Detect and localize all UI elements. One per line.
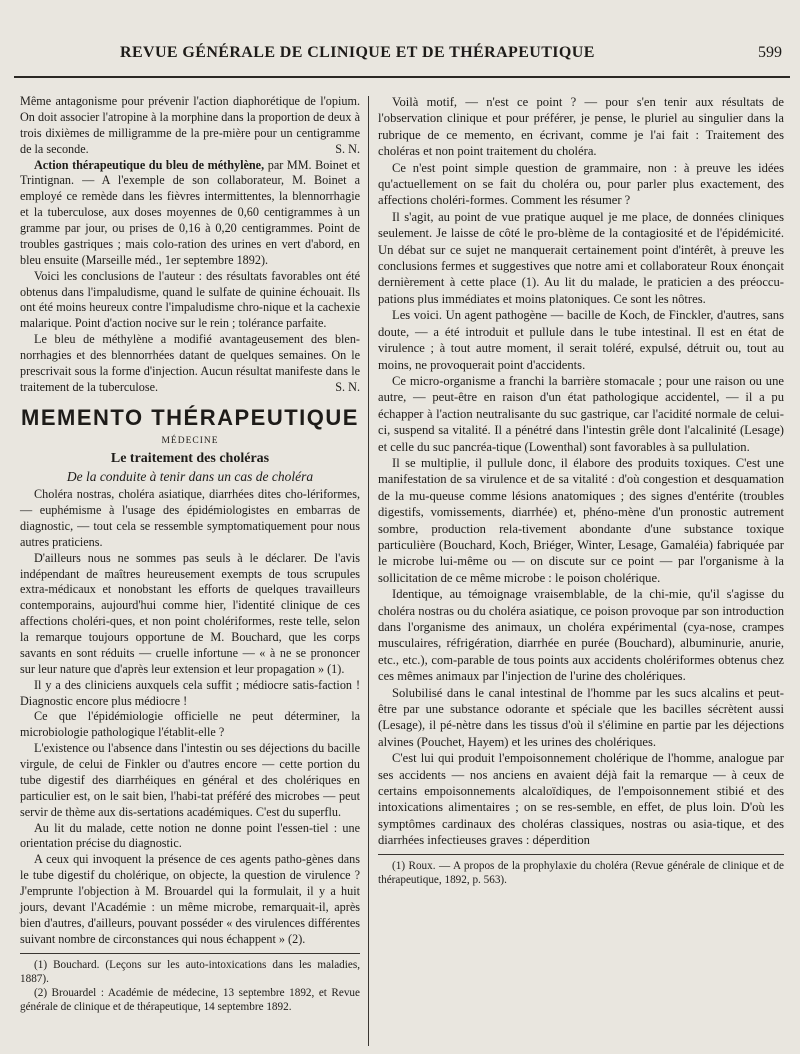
- paragraph: L'existence ou l'absence dans l'intestin ou ses déjections du bacille virgule, de celui de Finkler ou d'autres encore — cette portion du tube digestif des diarrhéiques en général et des cholériques en particulier est, on le sait bien, l'habi-tat préféré des microbes — peut servir de thème aux dis-sertations académiques. C'est du superflu.: [20, 741, 360, 819]
- paragraph: Il s'agit, au point de vue pratique auquel je me place, de données cliniques seulement. Je laisse de côté le pro-blème de la contagiosité et de l'épidémicité. Un débat sur ce sujet ne manquerait certainement point d'intérêt, à preuve les conclusions fermes et suggestives que notre ami et collaborateur Roux énonçait dernièrement à cette place (1). Au lit du malade, le praticien a des préoccu-pations plus immédiates et moins platoniques. Ce sont les nôtres.: [378, 209, 784, 306]
- page-number: 599: [758, 44, 782, 61]
- right-column: [378, 94, 784, 887]
- header-rule: [14, 76, 790, 78]
- paragraph-text: par MM. Boinet et Trintignan. — A l'exemple de son collaborateur, M. Boinet a employé ce remède dans les fièvres intermittentes, la blennorrhagie et la tuberculose, aux doses moyennes de 0,60 centigrammes à un gramme par jour, ou prises de 0,16 à 0,20 centigrammes. Point de troubles gastriques ; mais colo-ration des urines en vert d'abord, en bleu ensuite (Marseille méd., 1er septembre 1892).: [20, 157, 361, 267]
- paragraph: Choléra nostras, choléra asiatique, diarrhées dites cho-lériformes, — euphémisme à l'usage des épidémiologistes en embarras de diagnostic, — tout cela se ressemble symptomatiquement pour nous autres praticiens.: [20, 487, 360, 549]
- paragraph: Il se multiplie, il pullule donc, il élabore des produits toxiques. C'est une manifestation de sa virulence et de sa vitalité : d'où congestion et desquamation de la mu-queuse comme lésions anatomiques ; des signes d'entérite (troubles digestifs, vomissements, diarrhée) et, phéno-mène d'un pronostic autrement sombre, production rela-tivement abondante d'une substance toxique particulière (Bouchard, Koch, Briéger, Winter, Lesage, Gamaléia) fabriquée par le microbe lui-même ou — on discute sur ce point — par l'organisme à la sollicitation de ce même microbe : le poison cholérique.: [378, 455, 784, 585]
- paragraph: [20, 94, 360, 158]
- paragraph-text: Le bleu de méthylène a modifié avantageusement des blen-norrhagies et des blennorrhées datant de quelques semaines. On le prescrivait sous la forme d'injection. Aucun résultat manifeste dans le traitement de la tuberculose.: [20, 332, 360, 394]
- paragraph: Au lit du malade, cette notion ne donne point l'essen-tiel : une orientation précise du diagnostic.: [20, 820, 360, 851]
- paragraph: Voici les conclusions de l'auteur : des résultats favorables ont été obtenus dans l'impaludisme, quand le sulfate de quinine échouait. Ils ont été moins heureux contre l'impaludisme chro-nique et la cachexie malarique. Point d'action nocive sur le rein ; tolérance parfaite.: [20, 268, 360, 331]
- journal-title: REVUE GÉNÉRALE DE CLINIQUE ET DE THÉRAPEUTIQUE: [120, 44, 595, 61]
- paragraph: Identique, au témoignage vraisemblable, de la chi-mie, qu'il s'agisse du choléra nostras ou du choléra asiatique, ce poison provoque par son introduction dans l'organisme des animaux, un choléra expérimental (cya-nose, crampes musculaires, réfrigération, diarrhée en purée (Bouchard), albuminurie, anurie, etc., etc.), com-parable de tous points aux accidents cholériformes obtenus chez ces mêmes animaux par l'injection de l'urine des cholériques.: [378, 587, 784, 684]
- rubric: MÉDECINE: [161, 435, 219, 446]
- paragraph: C'est lui qui produit l'empoisonnement cholérique de l'homme, analogue par ses accidents — nos anciens en avaient déjà fait la remarque — à ceux de certains empoisonnements alcaloïdiques, de l'empoisonnement stibié et des intoxications alimentaires ; on se res-semble, en effet, de plus loin. D'où les symptômes cardinaux des choléras classiques, nostras ou asia-tique, et des diarrhées infectieuses graves : déperdition: [378, 751, 784, 848]
- paragraph: Il y a des cliniciens auxquels cela suffit ; médiocre satis-faction ! Diagnostic encore plus médiocre !: [20, 677, 360, 708]
- article-title: Le traitement des choléras: [110, 451, 270, 467]
- footnote: (1) Bouchard. (Leçons sur les auto-intoxications dans les maladies, 1887).: [20, 958, 360, 985]
- footnote: (1) Roux. — A propos de la prophylaxie du choléra (Revue générale de clinique et de thérapeutique, 1892, p. 563).: [378, 859, 784, 886]
- paragraph: A ceux qui invoquent la présence de ces agents patho-gènes dans le tube digestif du cholérique, on objecte, la question de virulence ? J'emprunte l'objection à M. Brouardel qui la formulait, il y a huit jours, devant l'Académie : un même microbe, remarquait-il, après bien d'autres, d'ailleurs, pouvant posséder « des virulences différentes suivant nombre de circonstances qui nous échappent » (2).: [20, 852, 360, 946]
- footnote: (2) Brouardel : Académie de médecine, 13 septembre 1892, et Revue générale de clinique et de thérapeutique, 14 septembre 1892.: [20, 986, 360, 1013]
- footnote-rule: [378, 854, 784, 855]
- paragraph: Ce n'est point simple question de grammaire, non : à preuve les idées qu'actuellement on se fait du choléra ou, pour parler plus exactement, des affections choléri-formes. Comment les résumer ?: [378, 160, 784, 208]
- section-heading: MEMENTO THÉRAPEUTIQUE: [21, 404, 359, 430]
- footnote-rule: [20, 953, 360, 954]
- paragraph: Solubilisé dans le canal intestinal de l'homme par les sucs alcalins et peut-être par une substance odorante et spéciale que les bacilles sécrètent aussi (Lesage), il pé-nètre dans les tissus d'où il s'élimine en partie par les déjections alvines (Pouchet, Hayem) et les urines des cholériques.: [378, 685, 784, 749]
- paragraph: [20, 158, 360, 269]
- paragraph: [20, 332, 360, 396]
- paragraph: Les voici. Un agent pathogène — bacille de Koch, de Finckler, d'autres, sans doute, — a été introduit et pullule dans le tube intestinal. Il est en état de virulence ; à tout autre moment, il serait toléré, expulsé, détruit ou, tout au moins, ne provoquerait point d'accidents.: [378, 308, 784, 372]
- running-head: [92, 44, 782, 68]
- article-subtitle: De la conduite à tenir dans un cas de choléra: [66, 469, 314, 485]
- paragraph-text: Même antagonisme pour prévenir l'action diaphorétique de l'opium. On doit associer l'atropine à la morphine dans la proportion de deux à trois dixièmes de milligramme de la pre-mière pour un centigramme de la seconde.: [20, 94, 360, 156]
- paragraph: Ce que l'épidémiologie officielle ne peut déterminer, la microbiologie pathologique l'établit-elle ?: [20, 709, 360, 740]
- column-divider: [368, 96, 369, 1046]
- paragraph: Voilà motif, — n'est ce point ? — pour s'en tenir aux résultats de l'observation clinique et pour préférer, je pense, le pluriel au singulier dans la rubrique de ce memento, en écrivant, comme je l'ai fait : Traitement des choléras et non point traitement du choléra.: [378, 95, 784, 159]
- paragraph: D'ailleurs nous ne sommes pas seuls à le déclarer. De l'avis indépendant de maîtres heureusement exempts de tous scrupules extra-médicaux et nonobstant les efforts de quelques travailleurs contemporains, aujourd'hui comme hier, l'identité clinique de ces affections choléri-ques, et non point cholériformes, reste telle, selon la remarque toujours opportune de M. Bouchard, que les corps savants en sont réduits — cruelle infortune — « à ne se prononcer sur leur nature que d'après leur extension et leur propagation » (1).: [20, 550, 360, 676]
- section-title: Action thérapeutique du bleu de méthylène,: [34, 157, 265, 172]
- paragraph: Ce micro-organisme a franchi la barrière stomacale ; pour une raison ou une autre, — peut-être en raison d'un état pathologique accidentel, — il a pu échapper à l'action neutralisante du suc gastrique, car l'acidité normale de celui-ci, suspend sa vitalité. Il a pénétré dans l'intestin grêle dont l'alcalinité (Lesage) et celle du suc pancréa-tique (Lowenthal) sont favorables à sa pullulation.: [378, 373, 784, 454]
- signature: S. N.: [335, 141, 360, 156]
- signature: S. N.: [335, 379, 360, 394]
- left-column: [20, 94, 360, 1014]
